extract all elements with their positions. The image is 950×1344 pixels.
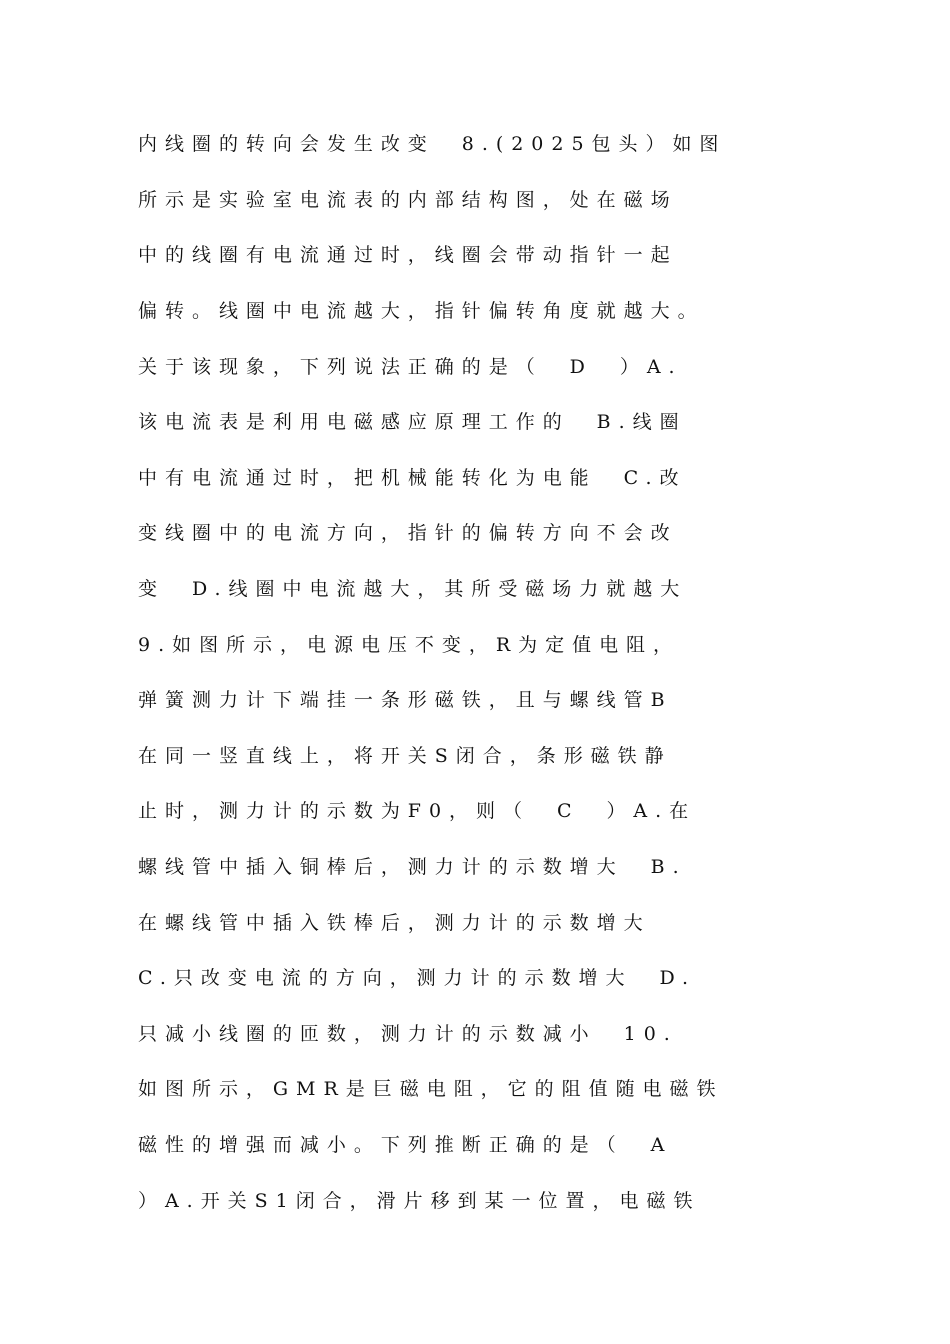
text-line-8: 变线圈中的电流方向，指针的偏转方向不会改 bbox=[138, 522, 678, 544]
text-line-13: 止时，测力计的示数为F0，则（ C ）A.在 bbox=[138, 800, 697, 822]
text-line-12: 在同一竖直线上，将开关S闭合，条形磁铁静 bbox=[138, 745, 672, 767]
text-line-3: 中的线圈有电流通过时，线圈会带动指针一起 bbox=[138, 244, 678, 266]
text-line-15: 在螺线管中插入铁棒后，测力计的示数增大 bbox=[138, 912, 651, 934]
text-line-6: 该电流表是利用电磁感应原理工作的 B.线圈 bbox=[138, 411, 687, 433]
text-line-2: 所示是实验室电流表的内部结构图，处在磁场 bbox=[138, 189, 678, 211]
text-line-18: 如图所示，GMR是巨磁电阻，它的阻值随电磁铁 bbox=[138, 1078, 724, 1100]
text-line-10: 9.如图所示，电源电压不变，R为定值电阻， bbox=[138, 634, 681, 656]
text-line-4: 偏转。线圈中电流越大，指针偏转角度就越大。 bbox=[138, 300, 705, 322]
text-line-11: 弹簧测力计下端挂一条形磁铁，且与螺线管B bbox=[138, 689, 673, 711]
text-line-20: ）A.开关S1闭合，滑片移到某一位置，电磁铁 bbox=[138, 1190, 701, 1212]
text-line-5: 关于该现象，下列说法正确的是（ D ）A. bbox=[138, 356, 683, 378]
text-line-19: 磁性的增强而减小。下列推断正确的是（ A bbox=[138, 1134, 673, 1156]
text-line-1: 内线圈的转向会发生改变 8.(2025包头）如图 bbox=[138, 133, 727, 155]
text-line-9: 变 D.线圈中电流越大，其所受磁场力就越大 bbox=[138, 578, 688, 600]
text-line-14: 螺线管中插入铜棒后，测力计的示数增大 B. bbox=[138, 856, 687, 878]
text-line-17: 只减小线圈的匝数，测力计的示数减小 10. bbox=[138, 1023, 678, 1045]
text-line-7: 中有电流通过时，把机械能转化为电能 C.改 bbox=[138, 467, 687, 489]
text-line-16: C.只改变电流的方向，测力计的示数增大 D. bbox=[138, 967, 697, 989]
